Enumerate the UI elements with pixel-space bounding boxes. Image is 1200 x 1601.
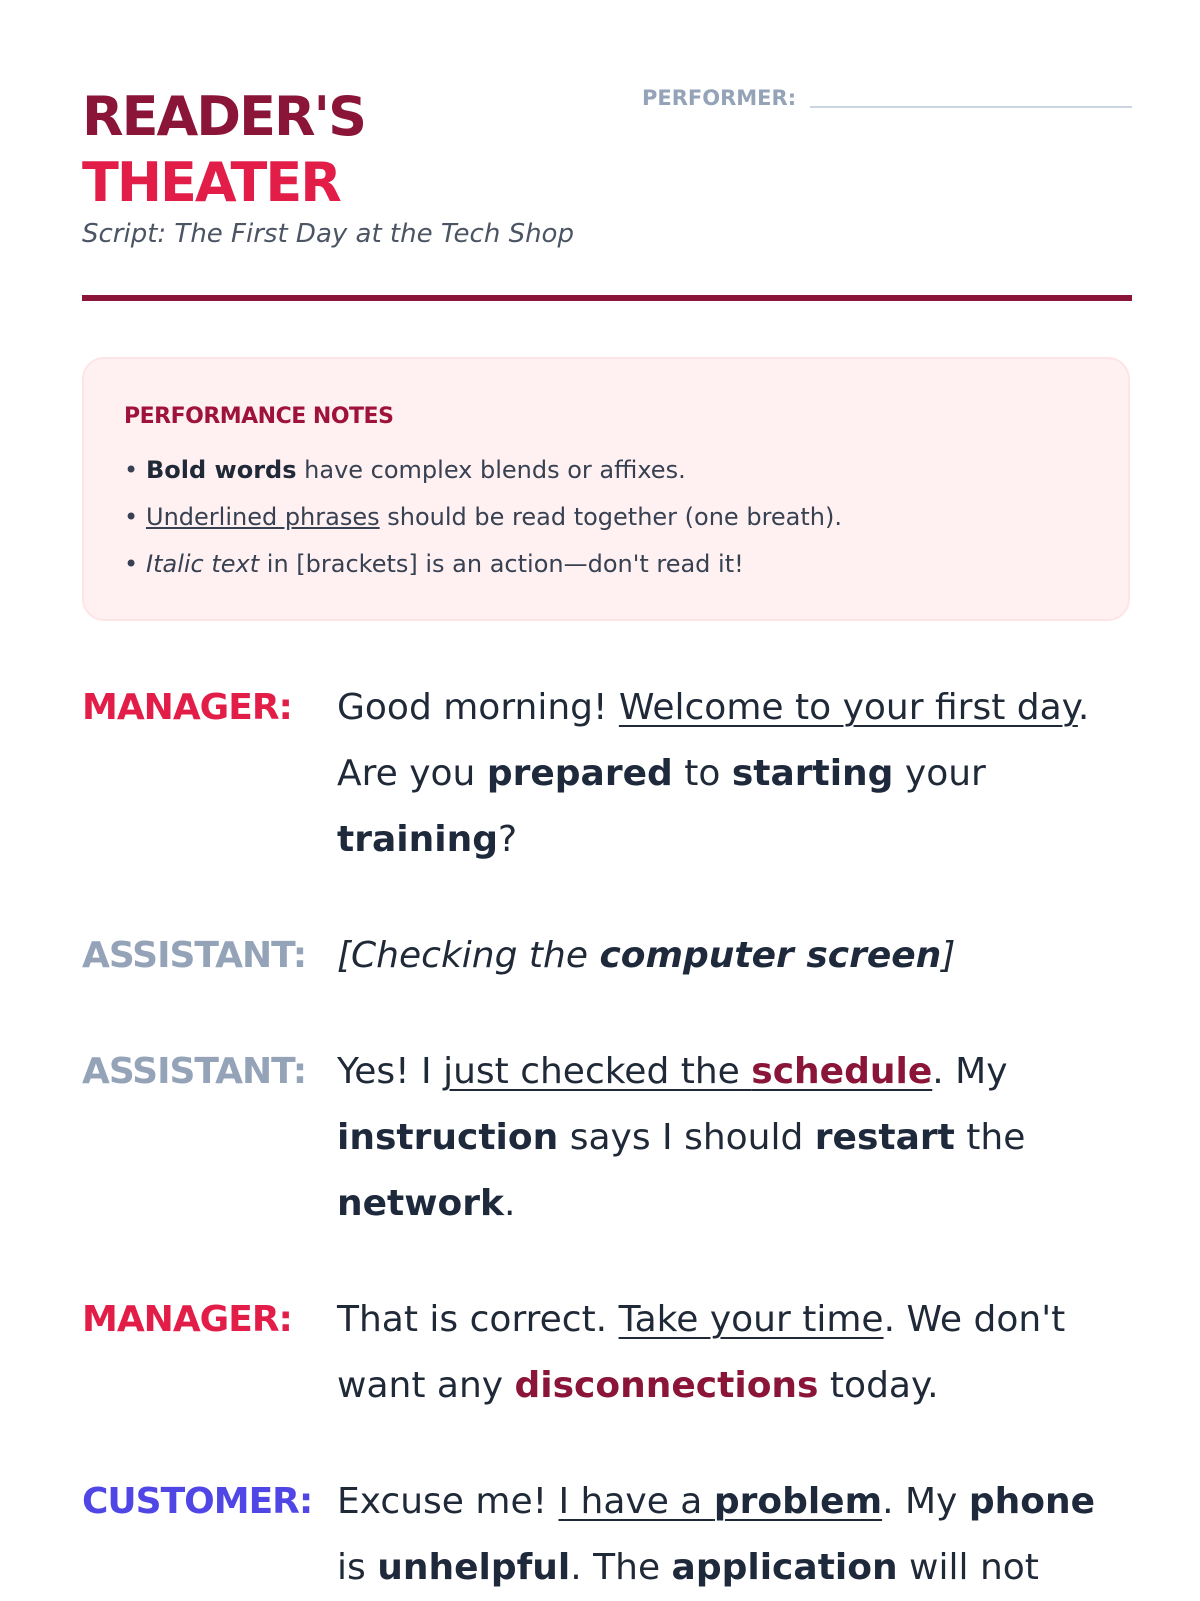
note-text: have complex blends or affixes. xyxy=(296,456,686,484)
note-emphasis: Underlined phrases xyxy=(146,503,380,531)
text-segment: . xyxy=(503,1183,516,1224)
text-segment: ] xyxy=(941,935,956,976)
text-segment: says I should xyxy=(558,1117,815,1158)
speaker-name: ASSISTANT: xyxy=(82,1051,307,1092)
text-segment: is xyxy=(337,1547,378,1588)
bold-word: restart xyxy=(814,1117,955,1158)
stage-direction xyxy=(337,923,1132,989)
performer-field xyxy=(642,86,1132,110)
note-text: in [brackets] is an action—don't read it! xyxy=(259,550,744,578)
bold-word: prepared xyxy=(486,753,673,794)
text-segment: . My xyxy=(882,1481,969,1522)
text-segment: ? xyxy=(497,819,518,860)
phrase-segment: Welcome to your first day xyxy=(618,687,1078,728)
header xyxy=(82,0,1132,306)
script-subtitle: Script: The First Day at the Tech Shop xyxy=(82,219,574,249)
note-emphasis: Italic text xyxy=(146,550,260,578)
script-line xyxy=(82,1469,1132,1601)
script-line xyxy=(82,1287,1132,1419)
text-segment: today. xyxy=(818,1365,939,1406)
script-body xyxy=(82,675,1132,1601)
phrase-segment: just checked the xyxy=(443,1051,752,1092)
text-segment: your xyxy=(893,753,986,794)
accent-word: disconnections xyxy=(514,1365,819,1406)
note-item-italic xyxy=(124,541,842,588)
dialogue-text xyxy=(337,1469,1132,1601)
dialogue-text xyxy=(337,1287,1132,1419)
bold-word: computer screen xyxy=(599,935,942,976)
bold-word: training xyxy=(337,819,498,860)
header-divider xyxy=(82,295,1132,301)
bold-word: problem xyxy=(713,1481,883,1522)
phrase-segment: Take your time xyxy=(618,1299,884,1340)
text-segment: . Are you xyxy=(337,687,1090,794)
script-line xyxy=(82,675,1132,873)
bold-word: starting xyxy=(731,753,894,794)
bold-word: phone xyxy=(968,1481,1095,1522)
performance-notes-box xyxy=(82,357,1130,621)
text-segment: . We don't want any xyxy=(337,1299,1066,1406)
bullet-icon: • xyxy=(124,550,139,578)
note-item-bold xyxy=(124,447,842,494)
speaker-name: CUSTOMER: xyxy=(82,1481,313,1522)
script-line xyxy=(82,923,1132,989)
performer-name-line[interactable] xyxy=(810,106,1132,108)
dialogue-text xyxy=(337,675,1132,873)
text-segment: Yes! I xyxy=(337,1051,444,1092)
text-segment: Good morning! xyxy=(337,687,619,728)
text-segment: Excuse me! xyxy=(337,1481,559,1522)
phrase-segment: I have a xyxy=(558,1481,714,1522)
bold-word: application xyxy=(671,1547,898,1588)
title-line-1: READER'S xyxy=(82,85,365,148)
speaker-name: MANAGER: xyxy=(82,687,292,728)
script-line xyxy=(82,1039,1132,1237)
speaker-name: ASSISTANT: xyxy=(82,935,307,976)
notes-list xyxy=(124,447,842,588)
bullet-icon: • xyxy=(124,456,139,484)
bold-word: unhelpful xyxy=(377,1547,571,1588)
text-segment: That is correct. xyxy=(337,1299,619,1340)
note-item-underline xyxy=(124,494,842,541)
note-emphasis: Bold words xyxy=(146,456,297,484)
performer-label: PERFORMER: xyxy=(642,86,797,110)
accent-word: schedule xyxy=(751,1051,933,1092)
title-line-2: THEATER xyxy=(82,151,340,214)
worksheet-page xyxy=(82,0,1132,1588)
speaker-name: MANAGER: xyxy=(82,1299,292,1340)
bold-word: instruction xyxy=(337,1117,559,1158)
text-segment: will not xyxy=(897,1547,1039,1588)
text-segment: to xyxy=(672,753,732,794)
text-segment: the xyxy=(954,1117,1026,1158)
notes-title: PERFORMANCE NOTES xyxy=(124,404,394,429)
text-segment: . The xyxy=(570,1547,672,1588)
note-text: should be read together (one breath). xyxy=(379,503,842,531)
page-title xyxy=(82,84,365,216)
bold-word: network xyxy=(337,1183,504,1224)
text-segment: [Checking the xyxy=(337,935,600,976)
bullet-icon: • xyxy=(124,503,139,531)
text-segment: . My xyxy=(932,1051,1008,1092)
dialogue-text xyxy=(337,1039,1132,1237)
